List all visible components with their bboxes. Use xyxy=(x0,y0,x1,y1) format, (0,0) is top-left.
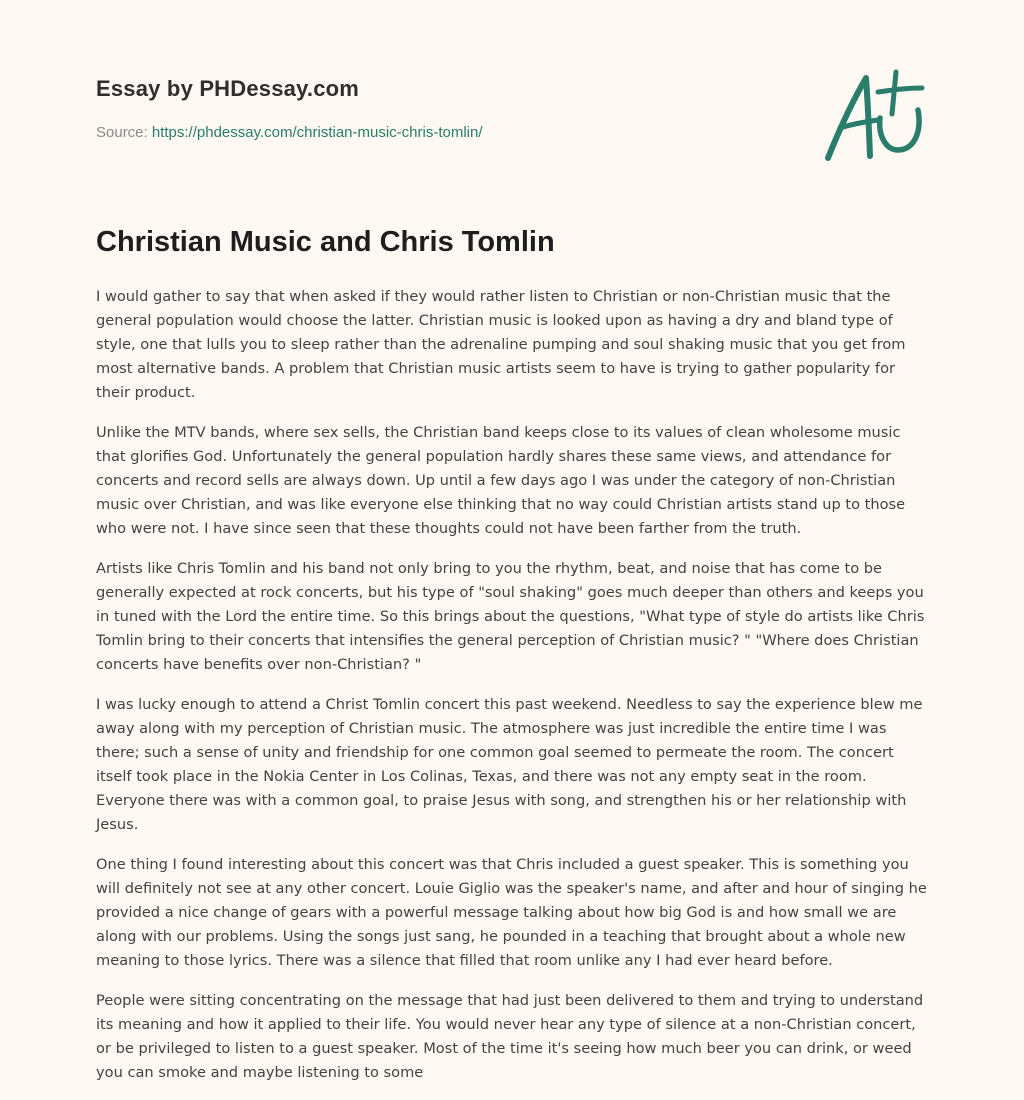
a-plus-logo-icon xyxy=(822,66,930,166)
essay-paragraph: One thing I found interesting about this concert was that Chris included a guest speaker. This is something you will definitely not see at any other concert. Louie Giglio was the speaker's name, and after and hour of singing he provided a nice change of gears with a powerful message talking about how big God is and how small we are along with our problems. Using the songs just sang, he pounded in a teaching that brought about a whole new meaning to those lyrics. There was a silence that filled that room unlike any I had ever heard before. xyxy=(96,856,927,969)
essay-body xyxy=(96,285,930,1100)
brand-title: Essay by PHDessay.com xyxy=(96,76,360,101)
source-label: Source: xyxy=(96,124,152,141)
source-link[interactable]: https://phdessay.com/christian-music-chris-tomlin/ xyxy=(151,124,483,141)
essay-paragraph: I was lucky enough to attend a Christ Tomlin concert this past weekend. Needless to say the experience blew me away along with my perception of Christian music. The atmosphere was just incredible the entire time I was there; such a sense of unity and friendship for one common goal seemed to permeate the room. The concert itself took place in the Nokia Center in Los Colinas, Texas, and there was not any empty seat in the room. Everyone there was with a common goal, to praise Jesus with song, and strengthen his or her relationship with Jesus. xyxy=(96,696,923,833)
source-line xyxy=(96,124,483,141)
essay-paragraph: Artists like Chris Tomlin and his band not only bring to you the rhythm, beat, and noise that has come to be generally expected at rock concerts, but his type of "soul shaking" goes much deeper than others and keeps you in tuned with the Lord the entire time. So this brings about the questions, "What type of style do artists like Chris Tomlin bring to their concerts that intensifies the general perception of Christian music? " "Where does Christian concerts have benefits over non-Christian? " xyxy=(96,560,925,673)
essay-paragraph: Unlike the MTV bands, where sex sells, the Christian band keeps close to its values of clean wholesome music that glorifies God. Unfortunately the general population hardly shares these same views, and attendance for concerts and record sells are always down. Up until a few days ago I was under the category of non-Christian music over Christian, and was like everyone else thinking that no way could Christian artists stand up to those who were not. I have since seen that these thoughts could not have been farther from the truth. xyxy=(96,424,906,537)
essay-paragraph: I would gather to say that when asked if they would rather listen to Christian or non-Christian music that the general population would choose the latter. Christian music is looked upon as having a dry and bland type of style, one that lulls you to sleep rather than the adrenaline pumping and soul shaking music that you get from most alternative bands. A problem that Christian music artists seem to have is trying to gather popularity for their product. xyxy=(96,288,906,401)
essay-title: Christian Music and Chris Tomlin xyxy=(96,226,555,258)
essay-paragraph: People were sitting concentrating on the message that had just been delivered to them and trying to understand its meaning and how it applied to their life. You would never hear any type of silence at a non-Christian concert, or be privileged to listen to a guest speaker. Most of the time it's seeing how much beer you can drink, or weed you can smoke and maybe listening to some xyxy=(96,992,924,1081)
